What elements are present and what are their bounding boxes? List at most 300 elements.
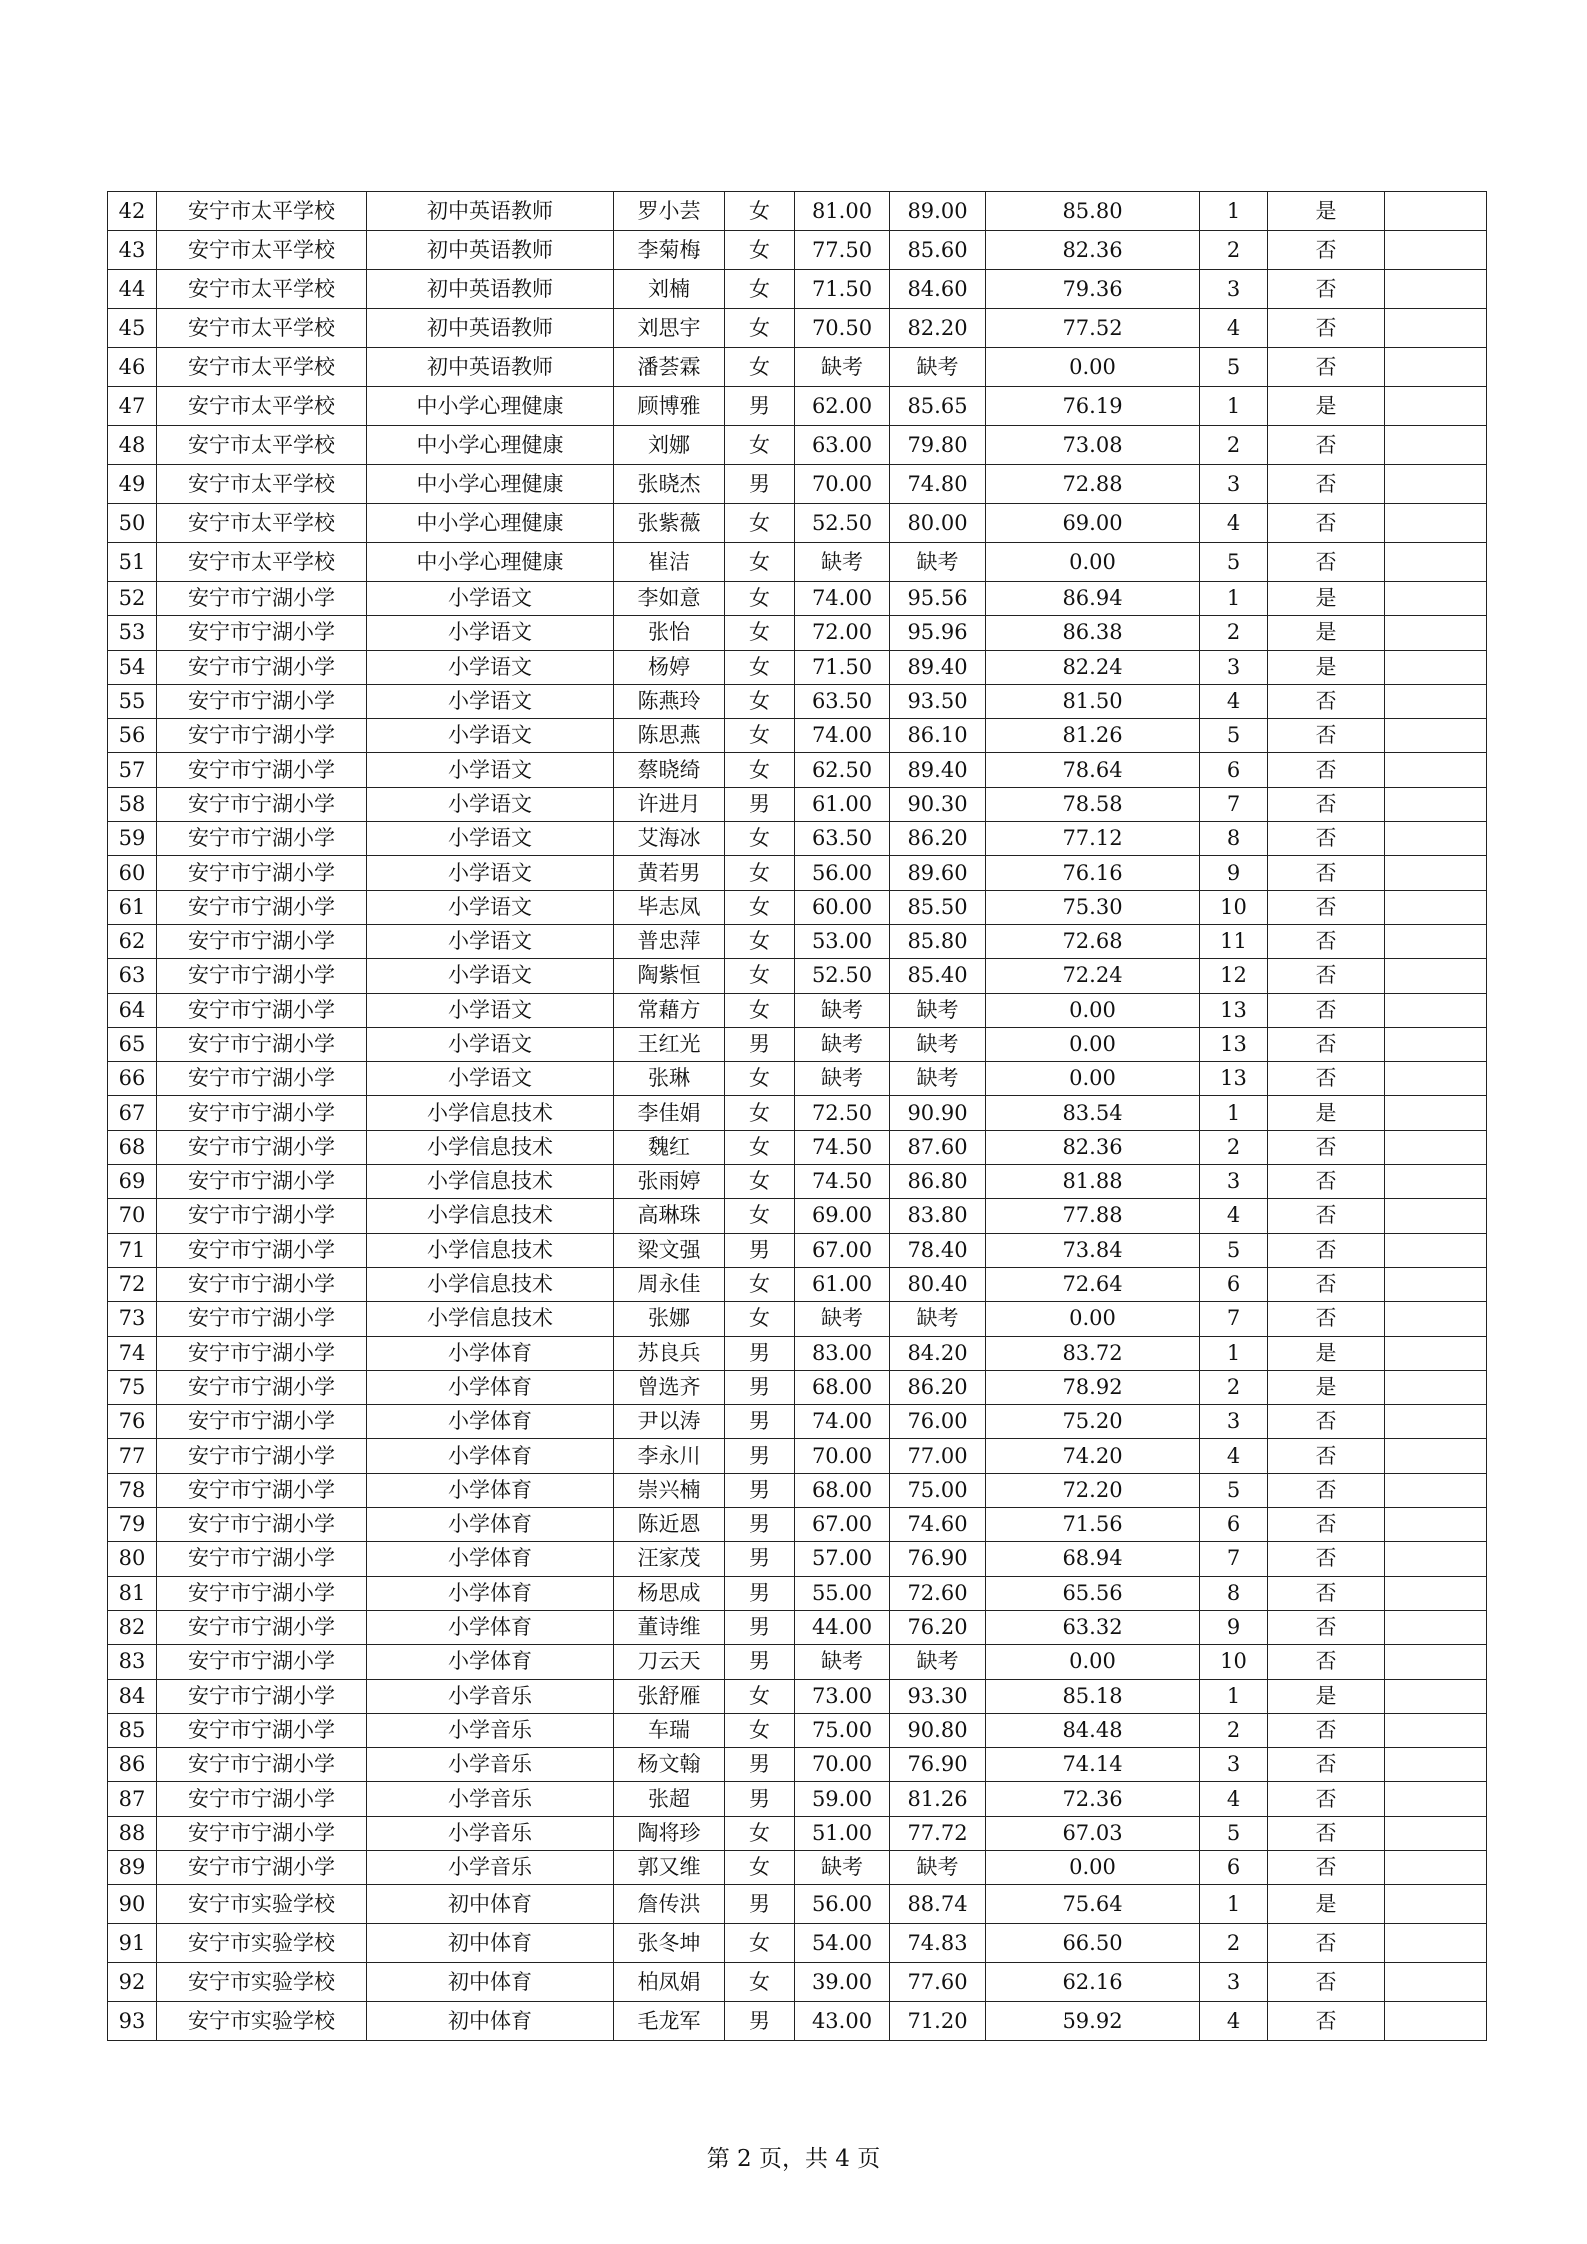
total-score-cell: 59.92 xyxy=(986,2002,1200,2041)
written-score-cell: 54.00 xyxy=(795,1924,890,1963)
enter-physical-exam-cell: 否 xyxy=(1268,1713,1385,1747)
enter-physical-exam-cell: 否 xyxy=(1268,890,1385,924)
interview-score-cell: 85.60 xyxy=(890,231,986,270)
rank-cell: 2 xyxy=(1200,426,1268,465)
written-score-cell: 53.00 xyxy=(795,924,890,958)
interview-score-cell: 84.60 xyxy=(890,270,986,309)
written-score-cell: 44.00 xyxy=(795,1610,890,1644)
rank-cell: 8 xyxy=(1200,822,1268,856)
written-score-cell: 57.00 xyxy=(795,1542,890,1576)
gender-cell: 女 xyxy=(725,504,795,543)
written-score-cell: 68.00 xyxy=(795,1473,890,1507)
enter-physical-exam-cell: 否 xyxy=(1268,1130,1385,1164)
row-number-cell: 57 xyxy=(108,753,157,787)
candidate-name-cell: 张晓杰 xyxy=(614,465,725,504)
table-row xyxy=(108,504,1487,543)
candidate-name-cell: 张舒雁 xyxy=(614,1679,725,1713)
position-cell: 小学信息技术 xyxy=(367,1302,614,1336)
row-number-cell: 92 xyxy=(108,1963,157,2002)
rank-cell: 12 xyxy=(1200,959,1268,993)
candidate-name-cell: 郭又维 xyxy=(614,1850,725,1884)
position-cell: 初中体育 xyxy=(367,1963,614,2002)
total-score-cell: 79.36 xyxy=(986,270,1200,309)
written-score-cell: 39.00 xyxy=(795,1963,890,2002)
total-score-cell: 82.24 xyxy=(986,650,1200,684)
total-score-cell: 77.12 xyxy=(986,822,1200,856)
total-score-cell: 0.00 xyxy=(986,1062,1200,1096)
written-score-cell: 83.00 xyxy=(795,1336,890,1370)
candidate-name-cell: 刘娜 xyxy=(614,426,725,465)
rank-cell: 4 xyxy=(1200,684,1268,718)
candidate-name-cell: 刘思宇 xyxy=(614,309,725,348)
rank-cell: 6 xyxy=(1200,1508,1268,1542)
table-row xyxy=(108,1645,1487,1679)
enter-physical-exam-cell: 否 xyxy=(1268,1439,1385,1473)
candidate-name-cell: 许进月 xyxy=(614,787,725,821)
school-cell: 安宁市宁湖小学 xyxy=(157,1542,367,1576)
row-number-cell: 71 xyxy=(108,1233,157,1267)
table-row xyxy=(108,1233,1487,1267)
candidate-name-cell: 李佳娟 xyxy=(614,1096,725,1130)
school-cell: 安宁市宁湖小学 xyxy=(157,719,367,753)
interview-score-cell: 95.96 xyxy=(890,616,986,650)
table-row xyxy=(108,1508,1487,1542)
rank-cell: 1 xyxy=(1200,1885,1268,1924)
written-score-cell: 71.50 xyxy=(795,270,890,309)
enter-physical-exam-cell: 否 xyxy=(1268,753,1385,787)
candidate-name-cell: 詹传洪 xyxy=(614,1885,725,1924)
row-number-cell: 88 xyxy=(108,1816,157,1850)
remarks-cell xyxy=(1385,309,1487,348)
school-cell: 安宁市宁湖小学 xyxy=(157,924,367,958)
position-cell: 小学体育 xyxy=(367,1610,614,1644)
table-row xyxy=(108,543,1487,582)
written-score-cell: 52.50 xyxy=(795,504,890,543)
enter-physical-exam-cell: 否 xyxy=(1268,993,1385,1027)
written-score-cell: 74.50 xyxy=(795,1165,890,1199)
candidate-name-cell: 张超 xyxy=(614,1782,725,1816)
row-number-cell: 65 xyxy=(108,1027,157,1061)
table-row xyxy=(108,1816,1487,1850)
total-score-cell: 76.19 xyxy=(986,387,1200,426)
table-row xyxy=(108,1267,1487,1301)
table-row xyxy=(108,1885,1487,1924)
school-cell: 安宁市宁湖小学 xyxy=(157,1782,367,1816)
gender-cell: 女 xyxy=(725,270,795,309)
remarks-cell xyxy=(1385,650,1487,684)
enter-physical-exam-cell: 否 xyxy=(1268,1850,1385,1884)
table-row xyxy=(108,616,1487,650)
gender-cell: 女 xyxy=(725,684,795,718)
table-row xyxy=(108,1062,1487,1096)
candidate-name-cell: 崇兴楠 xyxy=(614,1473,725,1507)
total-score-cell: 0.00 xyxy=(986,1645,1200,1679)
rank-cell: 4 xyxy=(1200,504,1268,543)
gender-cell: 女 xyxy=(725,1130,795,1164)
total-score-cell: 77.88 xyxy=(986,1199,1200,1233)
position-cell: 初中英语教师 xyxy=(367,309,614,348)
position-cell: 小学体育 xyxy=(367,1542,614,1576)
interview-score-cell: 缺考 xyxy=(890,1302,986,1336)
gender-cell: 男 xyxy=(725,1405,795,1439)
position-cell: 初中英语教师 xyxy=(367,192,614,231)
remarks-cell xyxy=(1385,959,1487,993)
position-cell: 小学语文 xyxy=(367,719,614,753)
table-row xyxy=(108,719,1487,753)
written-score-cell: 63.50 xyxy=(795,684,890,718)
remarks-cell xyxy=(1385,2002,1487,2041)
written-score-cell: 72.00 xyxy=(795,616,890,650)
school-cell: 安宁市宁湖小学 xyxy=(157,1027,367,1061)
candidate-name-cell: 陶将珍 xyxy=(614,1816,725,1850)
total-score-cell: 72.68 xyxy=(986,924,1200,958)
position-cell: 中小学心理健康 xyxy=(367,387,614,426)
position-cell: 小学体育 xyxy=(367,1439,614,1473)
written-score-cell: 70.00 xyxy=(795,1748,890,1782)
remarks-cell xyxy=(1385,465,1487,504)
row-number-cell: 43 xyxy=(108,231,157,270)
written-score-cell: 缺考 xyxy=(795,348,890,387)
remarks-cell xyxy=(1385,616,1487,650)
gender-cell: 男 xyxy=(725,1748,795,1782)
written-score-cell: 77.50 xyxy=(795,231,890,270)
position-cell: 小学语文 xyxy=(367,924,614,958)
written-score-cell: 43.00 xyxy=(795,2002,890,2041)
candidate-name-cell: 黄若男 xyxy=(614,856,725,890)
gender-cell: 男 xyxy=(725,1542,795,1576)
school-cell: 安宁市太平学校 xyxy=(157,231,367,270)
written-score-cell: 62.00 xyxy=(795,387,890,426)
enter-physical-exam-cell: 否 xyxy=(1268,543,1385,582)
remarks-cell xyxy=(1385,1924,1487,1963)
table-row xyxy=(108,787,1487,821)
school-cell: 安宁市宁湖小学 xyxy=(157,1165,367,1199)
enter-physical-exam-cell: 否 xyxy=(1268,684,1385,718)
rank-cell: 8 xyxy=(1200,1576,1268,1610)
enter-physical-exam-cell: 否 xyxy=(1268,959,1385,993)
written-score-cell: 70.50 xyxy=(795,309,890,348)
written-score-cell: 74.00 xyxy=(795,582,890,616)
interview-score-cell: 86.80 xyxy=(890,1165,986,1199)
written-score-cell: 61.00 xyxy=(795,787,890,821)
gender-cell: 男 xyxy=(725,1336,795,1370)
table-row xyxy=(108,1679,1487,1713)
interview-score-cell: 82.20 xyxy=(890,309,986,348)
total-score-cell: 72.36 xyxy=(986,1782,1200,1816)
gender-cell: 女 xyxy=(725,1096,795,1130)
candidate-name-cell: 柏凤娟 xyxy=(614,1963,725,2002)
gender-cell: 女 xyxy=(725,582,795,616)
gender-cell: 女 xyxy=(725,426,795,465)
gender-cell: 女 xyxy=(725,650,795,684)
remarks-cell xyxy=(1385,348,1487,387)
row-number-cell: 59 xyxy=(108,822,157,856)
position-cell: 小学体育 xyxy=(367,1336,614,1370)
total-score-cell: 0.00 xyxy=(986,543,1200,582)
position-cell: 中小学心理健康 xyxy=(367,543,614,582)
candidate-name-cell: 张雨婷 xyxy=(614,1165,725,1199)
remarks-cell xyxy=(1385,1062,1487,1096)
row-number-cell: 76 xyxy=(108,1405,157,1439)
rank-cell: 10 xyxy=(1200,890,1268,924)
total-score-cell: 74.14 xyxy=(986,1748,1200,1782)
row-number-cell: 81 xyxy=(108,1576,157,1610)
table-row xyxy=(108,426,1487,465)
rank-cell: 3 xyxy=(1200,1165,1268,1199)
table-row xyxy=(108,1542,1487,1576)
table-row xyxy=(108,1576,1487,1610)
interview-score-cell: 76.00 xyxy=(890,1405,986,1439)
rank-cell: 5 xyxy=(1200,1816,1268,1850)
school-cell: 安宁市宁湖小学 xyxy=(157,993,367,1027)
candidate-name-cell: 张怡 xyxy=(614,616,725,650)
interview-score-cell: 77.60 xyxy=(890,1963,986,2002)
gender-cell: 女 xyxy=(725,993,795,1027)
interview-score-cell: 90.30 xyxy=(890,787,986,821)
gender-cell: 女 xyxy=(725,1679,795,1713)
total-score-cell: 83.72 xyxy=(986,1336,1200,1370)
total-score-cell: 81.50 xyxy=(986,684,1200,718)
position-cell: 小学语文 xyxy=(367,1062,614,1096)
row-number-cell: 52 xyxy=(108,582,157,616)
candidate-name-cell: 梁文强 xyxy=(614,1233,725,1267)
rank-cell: 5 xyxy=(1200,543,1268,582)
remarks-cell xyxy=(1385,1576,1487,1610)
row-number-cell: 83 xyxy=(108,1645,157,1679)
interview-score-cell: 80.40 xyxy=(890,1267,986,1301)
position-cell: 小学音乐 xyxy=(367,1782,614,1816)
enter-physical-exam-cell: 否 xyxy=(1268,309,1385,348)
interview-score-cell: 89.40 xyxy=(890,650,986,684)
school-cell: 安宁市太平学校 xyxy=(157,504,367,543)
position-cell: 小学语文 xyxy=(367,890,614,924)
school-cell: 安宁市宁湖小学 xyxy=(157,1850,367,1884)
total-score-cell: 82.36 xyxy=(986,1130,1200,1164)
total-score-cell: 86.38 xyxy=(986,616,1200,650)
enter-physical-exam-cell: 否 xyxy=(1268,504,1385,543)
total-score-cell: 84.48 xyxy=(986,1713,1200,1747)
enter-physical-exam-cell: 否 xyxy=(1268,1816,1385,1850)
rank-cell: 1 xyxy=(1200,192,1268,231)
table-row xyxy=(108,2002,1487,2041)
interview-score-cell: 77.00 xyxy=(890,1439,986,1473)
school-cell: 安宁市实验学校 xyxy=(157,2002,367,2041)
gender-cell: 男 xyxy=(725,1473,795,1507)
school-cell: 安宁市宁湖小学 xyxy=(157,1473,367,1507)
table-row xyxy=(108,1473,1487,1507)
total-score-cell: 81.26 xyxy=(986,719,1200,753)
rank-cell: 1 xyxy=(1200,1336,1268,1370)
interview-score-cell: 80.00 xyxy=(890,504,986,543)
rank-cell: 10 xyxy=(1200,1645,1268,1679)
candidate-name-cell: 普忠萍 xyxy=(614,924,725,958)
school-cell: 安宁市太平学校 xyxy=(157,309,367,348)
total-score-cell: 81.88 xyxy=(986,1165,1200,1199)
position-cell: 小学信息技术 xyxy=(367,1130,614,1164)
position-cell: 初中英语教师 xyxy=(367,231,614,270)
position-cell: 小学音乐 xyxy=(367,1679,614,1713)
remarks-cell xyxy=(1385,1782,1487,1816)
remarks-cell xyxy=(1385,822,1487,856)
gender-cell: 男 xyxy=(725,1233,795,1267)
written-score-cell: 缺考 xyxy=(795,1645,890,1679)
rank-cell: 6 xyxy=(1200,1267,1268,1301)
remarks-cell xyxy=(1385,684,1487,718)
position-cell: 小学体育 xyxy=(367,1370,614,1404)
row-number-cell: 49 xyxy=(108,465,157,504)
enter-physical-exam-cell: 否 xyxy=(1268,856,1385,890)
written-score-cell: 缺考 xyxy=(795,1027,890,1061)
row-number-cell: 45 xyxy=(108,309,157,348)
rank-cell: 3 xyxy=(1200,650,1268,684)
remarks-cell xyxy=(1385,924,1487,958)
school-cell: 安宁市太平学校 xyxy=(157,348,367,387)
written-score-cell: 73.00 xyxy=(795,1679,890,1713)
gender-cell: 男 xyxy=(725,465,795,504)
position-cell: 小学语文 xyxy=(367,684,614,718)
table-row xyxy=(108,1439,1487,1473)
enter-physical-exam-cell: 是 xyxy=(1268,582,1385,616)
gender-cell: 女 xyxy=(725,1062,795,1096)
table-body xyxy=(108,192,1487,2041)
enter-physical-exam-cell: 否 xyxy=(1268,924,1385,958)
remarks-cell xyxy=(1385,582,1487,616)
results-table xyxy=(107,191,1487,2041)
gender-cell: 女 xyxy=(725,1165,795,1199)
interview-score-cell: 87.60 xyxy=(890,1130,986,1164)
enter-physical-exam-cell: 否 xyxy=(1268,1405,1385,1439)
position-cell: 初中体育 xyxy=(367,1885,614,1924)
interview-score-cell: 71.20 xyxy=(890,2002,986,2041)
table-row xyxy=(108,753,1487,787)
position-cell: 小学信息技术 xyxy=(367,1233,614,1267)
total-score-cell: 0.00 xyxy=(986,1850,1200,1884)
gender-cell: 男 xyxy=(725,2002,795,2041)
school-cell: 安宁市实验学校 xyxy=(157,1924,367,1963)
written-score-cell: 缺考 xyxy=(795,993,890,1027)
remarks-cell xyxy=(1385,993,1487,1027)
remarks-cell xyxy=(1385,1130,1487,1164)
school-cell: 安宁市宁湖小学 xyxy=(157,684,367,718)
remarks-cell xyxy=(1385,1267,1487,1301)
enter-physical-exam-cell: 否 xyxy=(1268,1610,1385,1644)
position-cell: 小学语文 xyxy=(367,856,614,890)
school-cell: 安宁市太平学校 xyxy=(157,465,367,504)
school-cell: 安宁市宁湖小学 xyxy=(157,1439,367,1473)
enter-physical-exam-cell: 是 xyxy=(1268,1096,1385,1130)
row-number-cell: 48 xyxy=(108,426,157,465)
written-score-cell: 62.50 xyxy=(795,753,890,787)
row-number-cell: 54 xyxy=(108,650,157,684)
interview-score-cell: 缺考 xyxy=(890,1850,986,1884)
remarks-cell xyxy=(1385,1645,1487,1679)
remarks-cell xyxy=(1385,787,1487,821)
total-score-cell: 0.00 xyxy=(986,348,1200,387)
remarks-cell xyxy=(1385,1963,1487,2002)
gender-cell: 男 xyxy=(725,1508,795,1542)
total-score-cell: 0.00 xyxy=(986,1302,1200,1336)
position-cell: 初中体育 xyxy=(367,2002,614,2041)
table-row xyxy=(108,1096,1487,1130)
rank-cell: 5 xyxy=(1200,348,1268,387)
table-row xyxy=(108,1850,1487,1884)
total-score-cell: 78.58 xyxy=(986,787,1200,821)
school-cell: 安宁市宁湖小学 xyxy=(157,1508,367,1542)
candidate-name-cell: 刘楠 xyxy=(614,270,725,309)
row-number-cell: 73 xyxy=(108,1302,157,1336)
total-score-cell: 75.20 xyxy=(986,1405,1200,1439)
total-score-cell: 65.56 xyxy=(986,1576,1200,1610)
row-number-cell: 63 xyxy=(108,959,157,993)
written-score-cell: 55.00 xyxy=(795,1576,890,1610)
table-row xyxy=(108,1165,1487,1199)
page-footer: 第 2 页，共 4 页 xyxy=(706,2146,881,2172)
interview-score-cell: 88.74 xyxy=(890,1885,986,1924)
enter-physical-exam-cell: 否 xyxy=(1268,822,1385,856)
rank-cell: 2 xyxy=(1200,1924,1268,1963)
enter-physical-exam-cell: 否 xyxy=(1268,1027,1385,1061)
remarks-cell xyxy=(1385,1748,1487,1782)
school-cell: 安宁市宁湖小学 xyxy=(157,616,367,650)
candidate-name-cell: 陈近恩 xyxy=(614,1508,725,1542)
gender-cell: 女 xyxy=(725,856,795,890)
row-number-cell: 68 xyxy=(108,1130,157,1164)
rank-cell: 13 xyxy=(1200,1027,1268,1061)
interview-score-cell: 95.56 xyxy=(890,582,986,616)
remarks-cell xyxy=(1385,1370,1487,1404)
gender-cell: 女 xyxy=(725,959,795,993)
enter-physical-exam-cell: 否 xyxy=(1268,787,1385,821)
remarks-cell xyxy=(1385,1713,1487,1747)
row-number-cell: 84 xyxy=(108,1679,157,1713)
enter-physical-exam-cell: 是 xyxy=(1268,192,1385,231)
enter-physical-exam-cell: 否 xyxy=(1268,270,1385,309)
candidate-name-cell: 张琳 xyxy=(614,1062,725,1096)
candidate-name-cell: 崔洁 xyxy=(614,543,725,582)
table-row xyxy=(108,924,1487,958)
written-score-cell: 74.50 xyxy=(795,1130,890,1164)
total-score-cell: 85.18 xyxy=(986,1679,1200,1713)
total-score-cell: 66.50 xyxy=(986,1924,1200,1963)
total-score-cell: 69.00 xyxy=(986,504,1200,543)
school-cell: 安宁市宁湖小学 xyxy=(157,1816,367,1850)
position-cell: 小学体育 xyxy=(367,1645,614,1679)
gender-cell: 女 xyxy=(725,309,795,348)
enter-physical-exam-cell: 否 xyxy=(1268,719,1385,753)
total-score-cell: 67.03 xyxy=(986,1816,1200,1850)
rank-cell: 1 xyxy=(1200,1096,1268,1130)
interview-score-cell: 缺考 xyxy=(890,993,986,1027)
remarks-cell xyxy=(1385,270,1487,309)
row-number-cell: 61 xyxy=(108,890,157,924)
gender-cell: 女 xyxy=(725,1199,795,1233)
interview-score-cell: 78.40 xyxy=(890,1233,986,1267)
written-score-cell: 63.00 xyxy=(795,426,890,465)
enter-physical-exam-cell: 否 xyxy=(1268,1963,1385,2002)
row-number-cell: 79 xyxy=(108,1508,157,1542)
school-cell: 安宁市宁湖小学 xyxy=(157,1096,367,1130)
candidate-name-cell: 杨文翰 xyxy=(614,1748,725,1782)
rank-cell: 4 xyxy=(1200,1782,1268,1816)
position-cell: 小学信息技术 xyxy=(367,1199,614,1233)
row-number-cell: 69 xyxy=(108,1165,157,1199)
gender-cell: 女 xyxy=(725,616,795,650)
interview-score-cell: 85.65 xyxy=(890,387,986,426)
enter-physical-exam-cell: 否 xyxy=(1268,1302,1385,1336)
candidate-name-cell: 张紫薇 xyxy=(614,504,725,543)
remarks-cell xyxy=(1385,890,1487,924)
written-score-cell: 63.50 xyxy=(795,822,890,856)
